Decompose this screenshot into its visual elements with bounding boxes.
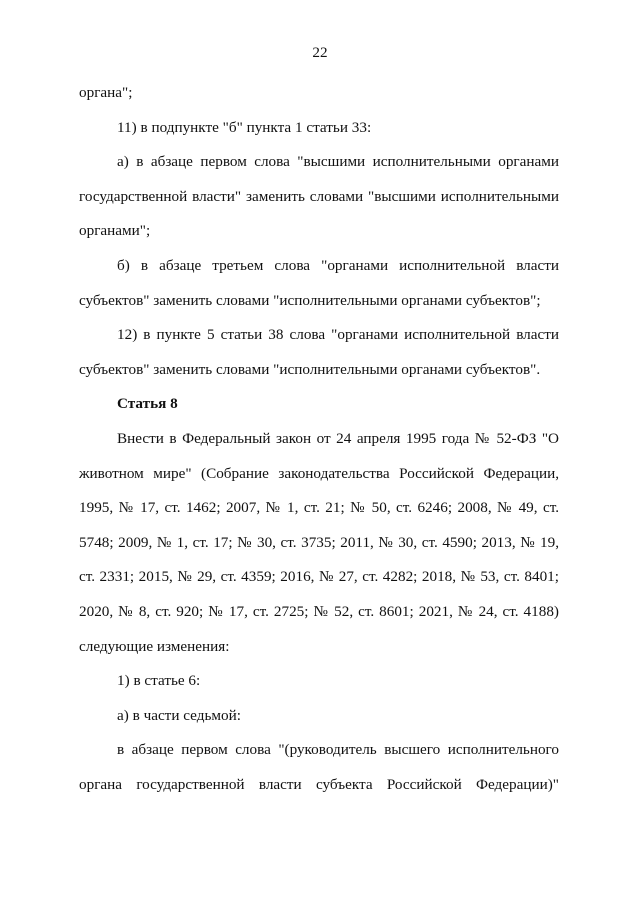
paragraph-subitem-b: б) в абзаце третьем слова "органами исполнительной власти субъектов" заменить словами "исполнительными органами субъектов";	[79, 256, 559, 309]
paragraph-item-1: 1) в статье 6:	[117, 672, 201, 690]
paragraph-subitem-a: а) в абзаце первом слова "высшими исполнительными органами государственной власти" заменить словами "высшими исполнительными органами";	[79, 153, 559, 240]
document-body	[79, 76, 559, 802]
paragraph-subitem-a-part-seven: а) в части седьмой:	[117, 706, 241, 724]
article-heading: Статья 8	[117, 395, 178, 413]
paragraph-continuation: органа";	[79, 84, 133, 101]
paragraph-article-8-intro: Внести в Федеральный закон от 24 апреля 1995 года № 52-ФЗ "О животном мире" (Собрание законодательства Российской Федерации, 1995, № 17, ст. 1462; 2007, № 1, ст. 21; № 50, ст. 6246; 2008, № 49, ст. 5748; 2009, № 1, ст. 17; № 30, ст. 3735; 2011, № 30, ст. 4590; 2013, № 19, ст. 2331; 2015, № 29, ст. 4359; 2016, № 27, ст. 4282; 2018, № 53, ст. 8401; 2020, № 8, ст. 920; № 17, ст. 2725; № 52, ст. 8601; 2021, № 24, ст. 4188) следующие изменения:	[79, 429, 559, 655]
paragraph-first-abzac: в абзаце первом слова "(руководитель высшего исполнительного органа государственной власти субъекта Российской Федерации)"	[79, 741, 559, 793]
paragraph-item-12: 12) в пункте 5 статьи 38 слова "органами исполнительной власти субъектов" заменить словами "исполнительными органами субъектов".	[79, 326, 559, 378]
paragraph-item-11: 11) в подпункте "б" пункта 1 статьи 33:	[117, 118, 372, 136]
page-number: 22	[312, 44, 328, 61]
